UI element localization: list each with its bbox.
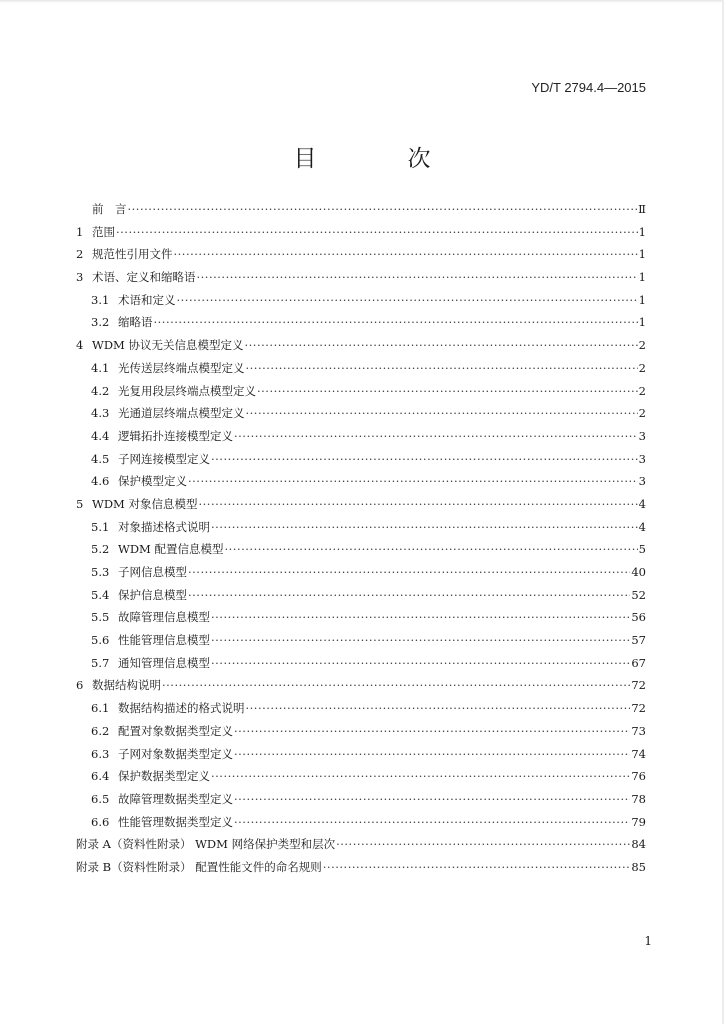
toc-entry[interactable] xyxy=(76,314,646,337)
toc-leader-dots xyxy=(246,361,638,375)
toc-entry-title: 光传送层终端点模型定义 xyxy=(118,360,245,375)
toc-entry-number: 4.2 xyxy=(91,383,110,398)
toc-entry[interactable] xyxy=(76,723,646,746)
toc-entry[interactable] xyxy=(76,473,646,496)
toc-entry-page: 4 xyxy=(638,496,646,511)
toc-leader-dots xyxy=(234,792,630,806)
toc-entry-page: Ⅱ xyxy=(638,202,646,216)
toc-entry-page: 84 xyxy=(631,837,646,852)
toc-entry-title: 规范性引用文件 xyxy=(92,247,173,262)
toc-entry-number: 4.1 xyxy=(91,360,110,375)
toc-entry-title: 故障管理信息模型 xyxy=(118,610,210,625)
toc-entry-title: 性能管理信息模型 xyxy=(118,633,210,648)
toc-entry-number: 4.4 xyxy=(91,428,110,443)
toc-entry[interactable] xyxy=(76,405,646,428)
toc-entry[interactable] xyxy=(76,677,646,700)
toc-entry-page: 5 xyxy=(638,542,646,557)
toc-entry-page: 72 xyxy=(631,678,646,693)
toc-leader-dots xyxy=(198,497,637,511)
toc-entry-number: 4.6 xyxy=(91,474,110,489)
toc-entry-number: 6.2 xyxy=(91,723,110,738)
toc-entry-title: 保护模型定义 xyxy=(118,474,187,489)
toc-entry[interactable] xyxy=(76,655,646,678)
toc-entry[interactable] xyxy=(76,791,646,814)
toc-entry-number: 4.5 xyxy=(91,451,110,466)
toc-entry-page: 67 xyxy=(631,655,646,670)
toc-leader-dots xyxy=(211,769,630,783)
toc-entry-title: 子网连接模型定义 xyxy=(118,451,210,466)
toc-entry[interactable] xyxy=(76,383,646,406)
toc-entry-page: 2 xyxy=(638,383,646,398)
toc-entry-number: 6 xyxy=(76,678,84,693)
toc-leader-dots xyxy=(174,247,638,261)
toc-entry-title: 故障管理数据类型定义 xyxy=(118,791,233,806)
toc-entry-page: 52 xyxy=(631,587,646,602)
toc-entry-title: WDM 配置信息模型 xyxy=(118,542,224,557)
toc-entry-number: 6.4 xyxy=(91,769,110,784)
toc-entry[interactable] xyxy=(76,292,646,315)
scan-edge-top xyxy=(0,0,724,3)
page-title: 目 次 xyxy=(293,146,465,172)
toc-entry-number: 3 xyxy=(76,270,84,285)
toc-entry-title: WDM 对象信息模型 xyxy=(92,496,198,511)
toc-entry-page: 73 xyxy=(631,723,646,738)
toc-entry-page: 1 xyxy=(638,315,646,330)
toc-entry-page: 3 xyxy=(638,451,646,466)
toc-leader-dots xyxy=(128,202,638,216)
toc-entry-page: 74 xyxy=(631,746,646,761)
toc-entry[interactable] xyxy=(76,836,646,859)
toc-leader-dots xyxy=(323,860,631,874)
toc-leader-dots xyxy=(336,837,630,851)
toc-entry-title: 数据结构描述的格式说明 xyxy=(118,701,245,716)
toc-entry-number: 5 xyxy=(76,496,84,511)
toc-entry-title: WDM 协议无关信息模型定义 xyxy=(92,338,244,353)
toc-leader-dots xyxy=(116,225,638,239)
toc-entry-title: 术语和定义 xyxy=(118,292,176,307)
toc-entry-title: 子网信息模型 xyxy=(118,565,187,579)
toc-entry-title: 附录 B（资料性附录） 配置性能文件的命名规则 xyxy=(76,859,322,874)
toc-entry-number: 6.1 xyxy=(91,701,110,716)
toc-entry[interactable] xyxy=(76,609,646,632)
toc-leader-dots xyxy=(162,678,630,692)
toc-entry-title: 性能管理数据类型定义 xyxy=(118,814,233,829)
toc-entry-number: 6.5 xyxy=(91,791,110,806)
toc-leader-dots xyxy=(188,588,630,602)
toc-entry-page: 1 xyxy=(638,270,646,285)
toc-leader-dots xyxy=(246,701,631,715)
toc-entry-number: 3.2 xyxy=(91,315,110,330)
toc-entry-title: 光通道层终端点模型定义 xyxy=(118,406,245,421)
toc-entry[interactable] xyxy=(76,224,646,247)
toc-entry-number: 3.1 xyxy=(91,292,110,307)
toc-entry-page: 2 xyxy=(638,338,646,353)
toc-entry-page: 4 xyxy=(638,519,646,534)
standard-code: YD/T 2794.4—2015 xyxy=(531,80,646,95)
toc-entry[interactable] xyxy=(76,201,646,224)
toc-leader-dots xyxy=(211,656,630,670)
toc-leader-dots xyxy=(257,384,638,398)
toc-entry-title: 缩略语 xyxy=(118,315,153,330)
toc-entry[interactable] xyxy=(76,859,646,882)
toc-entry[interactable] xyxy=(76,700,646,723)
toc-leader-dots xyxy=(234,429,638,443)
toc-entry-number: 2 xyxy=(76,247,84,262)
toc-entry-number: 5.7 xyxy=(91,655,110,670)
toc-entry[interactable] xyxy=(76,746,646,769)
toc-entry-page: 79 xyxy=(631,814,646,829)
toc-entry-title: 保护信息模型 xyxy=(118,587,187,602)
toc-entry-title: 配置对象数据类型定义 xyxy=(118,723,233,738)
toc-entry-page: 2 xyxy=(638,360,646,375)
toc-entry[interactable] xyxy=(76,496,646,519)
toc-entry-page: 3 xyxy=(638,474,646,489)
toc-entry-page: 78 xyxy=(631,791,646,806)
toc-entry-number: 6.3 xyxy=(91,746,110,761)
toc-entry-page: 57 xyxy=(631,633,646,648)
toc-entry[interactable] xyxy=(76,519,646,542)
toc-entry-title: 对象描述格式说明 xyxy=(118,519,210,534)
toc-leader-dots xyxy=(154,315,638,329)
toc-entry-title: 子网对象数据类型定义 xyxy=(118,746,233,761)
toc-entry[interactable] xyxy=(76,632,646,655)
toc-entry-page: 1 xyxy=(638,292,646,307)
toc-entry-title: 范围 xyxy=(92,224,115,239)
toc-leader-dots xyxy=(224,542,637,556)
toc-entry-title: 数据结构说明 xyxy=(92,678,161,693)
toc-entry-number: 5.5 xyxy=(91,610,110,625)
toc-entry-number: 6.6 xyxy=(91,814,110,829)
toc-leader-dots xyxy=(234,724,630,738)
toc-leader-dots xyxy=(188,565,630,579)
toc-leader-dots xyxy=(234,747,630,761)
toc-entry[interactable] xyxy=(76,587,646,610)
toc-leader-dots xyxy=(246,406,638,420)
toc-entry-title: 通知管理信息模型 xyxy=(118,655,210,670)
toc-leader-dots xyxy=(197,270,638,284)
toc-entry-number: 5.2 xyxy=(91,542,110,557)
toc-entry[interactable] xyxy=(76,814,646,837)
toc-entry[interactable] xyxy=(76,269,646,292)
toc-entry-number: 4.3 xyxy=(91,406,110,421)
toc-leader-dots xyxy=(211,633,630,647)
toc-entry-page: 1 xyxy=(638,224,646,239)
toc-entry-number: 4 xyxy=(76,338,84,353)
toc-entry-page: 72 xyxy=(631,701,646,716)
toc-entry[interactable] xyxy=(76,360,646,383)
table-of-contents xyxy=(76,201,646,882)
toc-leader-dots xyxy=(177,293,638,307)
toc-entry[interactable] xyxy=(76,337,646,360)
toc-entry-number: 5.4 xyxy=(91,587,110,602)
toc-entry-number: 5.1 xyxy=(91,519,110,534)
toc-entry-title: 术语、定义和缩略语 xyxy=(92,270,196,285)
toc-entry[interactable] xyxy=(76,451,646,474)
toc-leader-dots xyxy=(188,474,638,488)
toc-entry-title: 附录 A（资料性附录） WDM 网络保护类型和层次 xyxy=(76,837,336,852)
toc-entry-title: 前 言 xyxy=(92,202,127,216)
toc-entry-number: 5.6 xyxy=(91,633,110,648)
toc-entry-title: 保护数据类型定义 xyxy=(118,769,210,784)
toc-leader-dots xyxy=(234,815,630,829)
toc-entry-page: 1 xyxy=(638,247,646,262)
toc-entry[interactable] xyxy=(76,246,646,269)
toc-entry-page: 85 xyxy=(631,859,646,874)
toc-entry-page: 40 xyxy=(631,565,646,579)
toc-entry-page: 56 xyxy=(631,610,646,625)
toc-entry-page: 76 xyxy=(631,769,646,784)
toc-entry-page: 3 xyxy=(638,428,646,443)
toc-entry[interactable] xyxy=(76,541,646,564)
toc-entry-title: 光复用段层终端点模型定义 xyxy=(118,383,256,398)
toc-leader-dots xyxy=(244,338,637,352)
toc-entry-number: 5.3 xyxy=(91,565,110,579)
toc-leader-dots xyxy=(211,452,638,466)
toc-entry-number: 1 xyxy=(76,224,84,239)
toc-leader-dots xyxy=(211,610,630,624)
toc-leader-dots xyxy=(211,520,638,534)
toc-entry[interactable] xyxy=(76,428,646,451)
toc-entry-title: 逻辑拓扑连接模型定义 xyxy=(118,428,233,443)
toc-entry-page: 2 xyxy=(638,406,646,421)
toc-entry[interactable] xyxy=(76,768,646,791)
toc-entry[interactable] xyxy=(76,564,646,587)
page-number: 1 xyxy=(644,934,652,948)
